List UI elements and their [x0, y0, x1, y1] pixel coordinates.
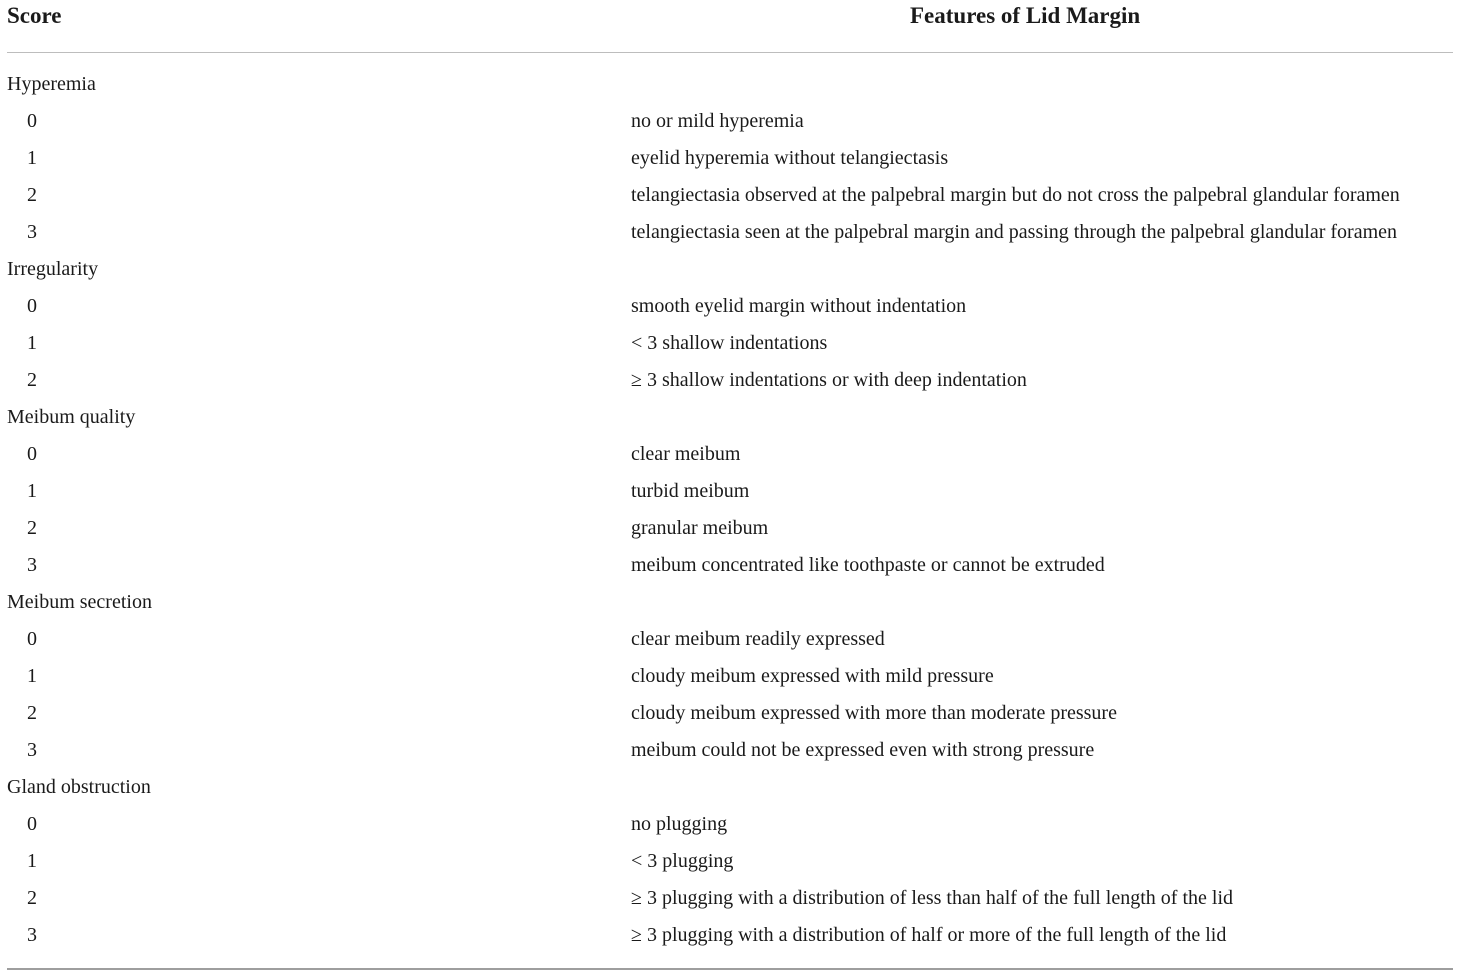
- score-cell: 1: [27, 665, 37, 687]
- score-cell: 0: [27, 295, 37, 317]
- table-row: [7, 106, 1453, 143]
- feature-cell: ≥ 3 plugging with a distribution of less than half of the full length of the lid: [631, 887, 1234, 909]
- table-row: [7, 439, 1453, 476]
- score-cell: 3: [27, 554, 37, 576]
- score-cell: 1: [27, 332, 37, 354]
- score-cell: 1: [27, 147, 37, 169]
- table-header: [7, 0, 1453, 53]
- feature-cell: turbid meibum: [631, 480, 750, 502]
- table-row: [7, 661, 1453, 698]
- scoring-table: [7, 0, 1453, 957]
- feature-cell: clear meibum readily expressed: [631, 628, 885, 650]
- feature-cell: no or mild hyperemia: [631, 110, 804, 132]
- group-label: Irregularity: [7, 258, 99, 280]
- header-score: Score: [7, 3, 62, 28]
- feature-cell: cloudy meibum expressed with more than moderate pressure: [631, 702, 1117, 724]
- group-row: [7, 402, 1453, 439]
- score-cell: 3: [27, 221, 37, 243]
- feature-cell: telangiectasia seen at the palpebral margin and passing through the palpebral glandular foramen: [631, 221, 1398, 243]
- score-cell: 3: [27, 739, 37, 761]
- feature-cell: telangiectasia observed at the palpebral margin but do not cross the palpebral glandular foramen: [631, 184, 1400, 206]
- feature-cell: no plugging: [631, 813, 728, 835]
- table-row: [7, 920, 1453, 957]
- score-cell: 3: [27, 924, 37, 946]
- table-row: [7, 809, 1453, 846]
- header-features: Features of Lid Margin: [910, 3, 1141, 28]
- table-row: [7, 698, 1453, 735]
- group-label: Hyperemia: [7, 73, 96, 95]
- group-label: Meibum secretion: [7, 591, 152, 613]
- score-cell: 0: [27, 110, 37, 132]
- group-row: [7, 587, 1453, 624]
- score-cell: 1: [27, 850, 37, 872]
- score-cell: 1: [27, 480, 37, 502]
- score-cell: 0: [27, 628, 37, 650]
- group-row: [7, 772, 1453, 809]
- feature-cell: smooth eyelid margin without indentation: [631, 295, 967, 317]
- feature-cell: < 3 shallow indentations: [631, 332, 828, 354]
- feature-cell: clear meibum: [631, 443, 741, 465]
- table-row: [7, 476, 1453, 513]
- table-row: [7, 883, 1453, 920]
- group-row: [7, 254, 1453, 291]
- table-row: [7, 291, 1453, 328]
- score-cell: 2: [27, 702, 37, 724]
- feature-cell: ≥ 3 plugging with a distribution of half or more of the full length of the lid: [631, 924, 1227, 946]
- score-cell: 0: [27, 443, 37, 465]
- feature-cell: meibum could not be expressed even with strong pressure: [631, 739, 1095, 761]
- score-cell: 0: [27, 813, 37, 835]
- table-row: [7, 180, 1453, 217]
- score-cell: 2: [27, 369, 37, 391]
- table-row: [7, 513, 1453, 550]
- table-row: [7, 328, 1453, 365]
- feature-cell: meibum concentrated like toothpaste or cannot be extruded: [631, 554, 1105, 576]
- feature-cell: < 3 plugging: [631, 850, 734, 872]
- group-row: [7, 69, 1453, 106]
- table-row: [7, 735, 1453, 772]
- table-row: [7, 550, 1453, 587]
- group-label: Gland obstruction: [7, 776, 151, 798]
- group-label: Meibum quality: [7, 406, 136, 428]
- feature-cell: ≥ 3 shallow indentations or with deep indentation: [631, 369, 1027, 391]
- table-row: [7, 143, 1453, 180]
- score-cell: 2: [27, 184, 37, 206]
- feature-cell: granular meibum: [631, 517, 769, 539]
- score-cell: 2: [27, 517, 37, 539]
- table-body: [7, 53, 1453, 957]
- score-cell: 2: [27, 887, 37, 909]
- bottom-rule: [7, 968, 1453, 970]
- table-row: [7, 624, 1453, 661]
- table-row: [7, 846, 1453, 883]
- feature-cell: cloudy meibum expressed with mild pressure: [631, 665, 994, 687]
- feature-cell: eyelid hyperemia without telangiectasis: [631, 147, 949, 169]
- table-row: [7, 365, 1453, 402]
- table-row: [7, 217, 1453, 254]
